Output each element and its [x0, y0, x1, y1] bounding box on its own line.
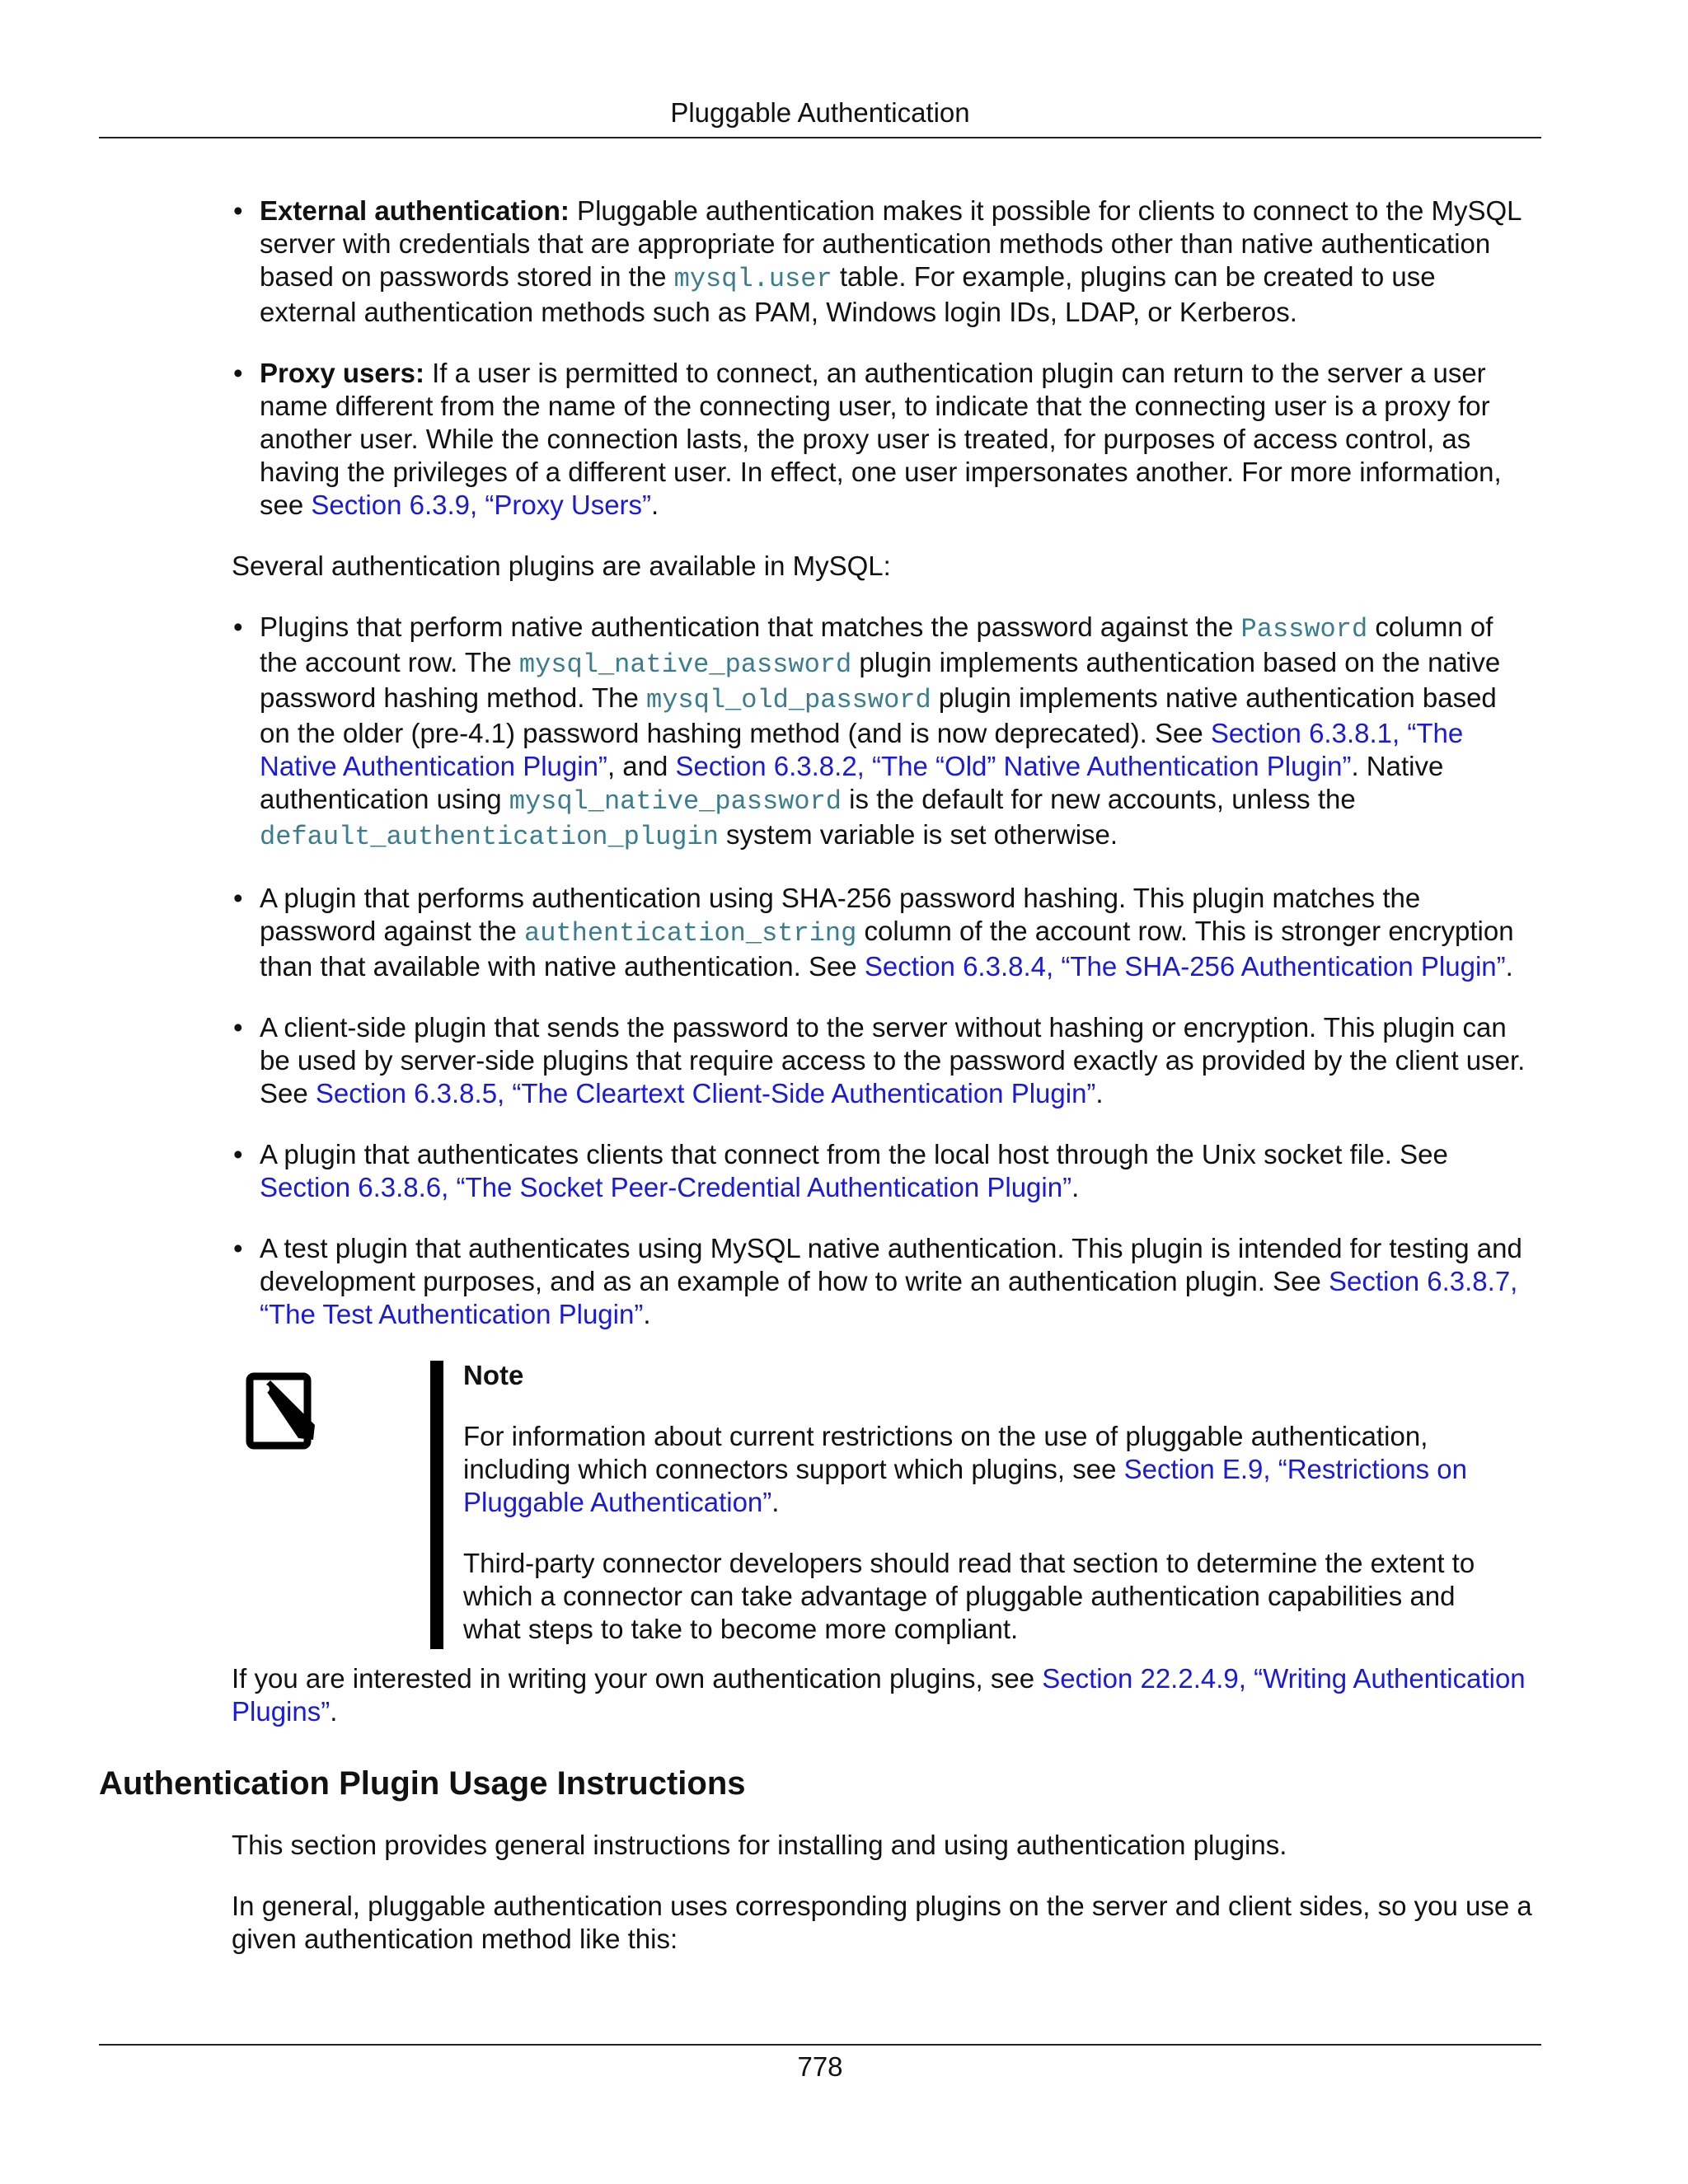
- code-authentication-string: authentication_string: [524, 918, 857, 949]
- link-restrictions[interactable]: Section E.9, “Restrictions on Pluggable Authentication”: [463, 1454, 1467, 1517]
- item-text: If a user is permitted to connect, an authentication plugin can return to the server a user name different from the name of the connecting user, to indicate that the connecting user is a proxy for another user. While the connection lasts, the proxy user is treated, for purposes of access control, as having the privileges of a different user. In effect, one user impersonates another. For more information, see: [260, 358, 1502, 520]
- item-text: is the default for new accounts, unless the: [842, 784, 1356, 814]
- item-text: Pluggable authentication makes it possible for clients to connect to the MySQL server with credentials that are appropriate for authentication methods other than native authentication based on passwords stored in the: [260, 195, 1522, 292]
- item-text: plugin implements native authentication based on the older (pre-4.1) password hashing method (and is now deprecated). See: [260, 682, 1497, 748]
- note-box: [0, 1359, 1688, 1649]
- item-text: system variable is set otherwise.: [718, 819, 1118, 850]
- link-sha256-plugin[interactable]: Section 6.3.8.4, “The SHA-256 Authentication Plugin”: [864, 951, 1506, 982]
- item-text: plugin implements authentication based on the native password hashing method. The: [260, 647, 1501, 713]
- link-writing-auth-plugins[interactable]: Section 22.2.4.9, “Writing Authentication Plugins”: [232, 1663, 1526, 1727]
- usage-paragraph: This section provides general instructions for installing and using authentication plugins.: [232, 1830, 1287, 1860]
- item-text: A plugin that authenticates clients that connect from the local host through the Unix socket file. See: [260, 1139, 1448, 1169]
- item-text: .: [1505, 951, 1513, 982]
- code-mysql-native-password: mysql_native_password: [509, 786, 842, 817]
- header-rule: [99, 137, 1541, 138]
- note-text: For information about current restrictions on the use of pluggable authentication, including which connectors support which plugins, see: [463, 1421, 1428, 1484]
- list-item-sha256-plugin: [233, 882, 1529, 983]
- note-title: Note: [463, 1360, 524, 1390]
- note-text: .: [771, 1487, 780, 1517]
- link-cleartext-plugin[interactable]: Section 6.3.8.5, “The Cleartext Client-Side Authentication Plugin”: [315, 1078, 1096, 1108]
- link-native-auth-plugin[interactable]: Section 6.3.8.1, “The Native Authentication Plugin”: [260, 718, 1464, 781]
- bullet: •: [233, 195, 243, 226]
- item-text: . Native authentication using: [260, 751, 1444, 814]
- item-text: , and: [607, 751, 676, 781]
- code-default-auth-plugin: default_authentication_plugin: [260, 822, 719, 852]
- code-mysql-native-password: mysql_native_password: [518, 649, 852, 680]
- page-header-title: Pluggable Authentication: [670, 97, 970, 128]
- list-item-native-plugins: [233, 611, 1529, 854]
- paragraph-text: If you are interested in writing your own authentication plugins, see: [232, 1663, 1043, 1694]
- item-text: .: [651, 490, 659, 520]
- list-item-cleartext-plugin: [233, 1011, 1529, 1110]
- writing-plugins-paragraph: [232, 1662, 1542, 1728]
- code-password-column: Password: [1240, 614, 1368, 644]
- item-text: column of the account row. This is stronger encryption than that available with native authentication. See: [260, 916, 1514, 982]
- link-socket-plugin[interactable]: Section 6.3.8.6, “The Socket Peer-Credential Authentication Plugin”: [260, 1172, 1072, 1202]
- bullet: •: [233, 883, 243, 913]
- term-label: External authentication:: [260, 195, 570, 226]
- bullet: •: [233, 358, 243, 388]
- item-text: A plugin that performs authentication using SHA-256 password hashing. This plugin matches the password against the: [260, 883, 1421, 946]
- note-sidebar-bar: [430, 1361, 443, 1649]
- note-paragraph: Third-party connector developers should read that section to determine the extent to which a connector can take advantage of pluggable authentication capabilities and what steps to take to become more compliant.: [463, 1548, 1475, 1644]
- page-content: [0, 194, 1688, 1984]
- code-mysql-user: mysql.user: [673, 264, 832, 294]
- bullet: •: [233, 612, 243, 642]
- list-item-socket-plugin: [233, 1138, 1529, 1204]
- item-text: column of the account row. The: [260, 612, 1493, 677]
- bullet: •: [233, 1233, 243, 1263]
- item-text: table. For example, plugins can be created to use external authentication methods such as PAM, Windows login IDs, LDAP, or Kerberos.: [260, 261, 1436, 327]
- item-text: .: [643, 1299, 651, 1329]
- link-proxy-users[interactable]: Section 6.3.9, “Proxy Users”: [311, 490, 652, 520]
- code-mysql-old-password: mysql_old_password: [646, 685, 931, 715]
- footer-rule: [99, 2044, 1541, 2046]
- section-heading: Authentication Plugin Usage Instructions: [99, 1765, 746, 1802]
- link-test-plugin[interactable]: Section 6.3.8.7, “The Test Authentication Plugin”: [260, 1266, 1518, 1329]
- list-item-proxy-users: [233, 357, 1529, 522]
- item-text: .: [1095, 1078, 1104, 1108]
- item-text: A client-side plugin that sends the password to the server without hashing or encryption. This plugin can be used by server-side plugins that require access to the password exactly as provided by the client user. See: [260, 1012, 1526, 1108]
- bullet: •: [233, 1012, 243, 1043]
- list-item-external-auth: [233, 194, 1529, 329]
- usage-paragraph: In general, pluggable authentication uses corresponding plugins on the server and client sides, so you use a given authentication method like this:: [232, 1891, 1532, 1954]
- item-text: A test plugin that authenticates using MySQL native authentication. This plugin is intended for testing and development purposes, and as an example of how to write an authentication plugin. See: [260, 1233, 1522, 1296]
- item-text: Plugins that perform native authentication that matches the password against the: [260, 612, 1241, 642]
- paragraph-text: .: [330, 1696, 338, 1727]
- note-content: [463, 1359, 1502, 1646]
- note-pencil-icon: [246, 1372, 316, 1451]
- link-old-native-auth-plugin[interactable]: Section 6.3.8.2, “The “Old” Native Authentication Plugin”: [675, 751, 1352, 781]
- item-text: .: [1071, 1172, 1080, 1202]
- plugins-intro: Several authentication plugins are available in MySQL:: [232, 551, 891, 581]
- note-paragraph: [463, 1420, 1502, 1519]
- term-label: Proxy users:: [260, 358, 424, 388]
- list-item-test-plugin: [233, 1232, 1529, 1331]
- page-number: 778: [797, 2051, 843, 2082]
- bullet: •: [233, 1139, 243, 1169]
